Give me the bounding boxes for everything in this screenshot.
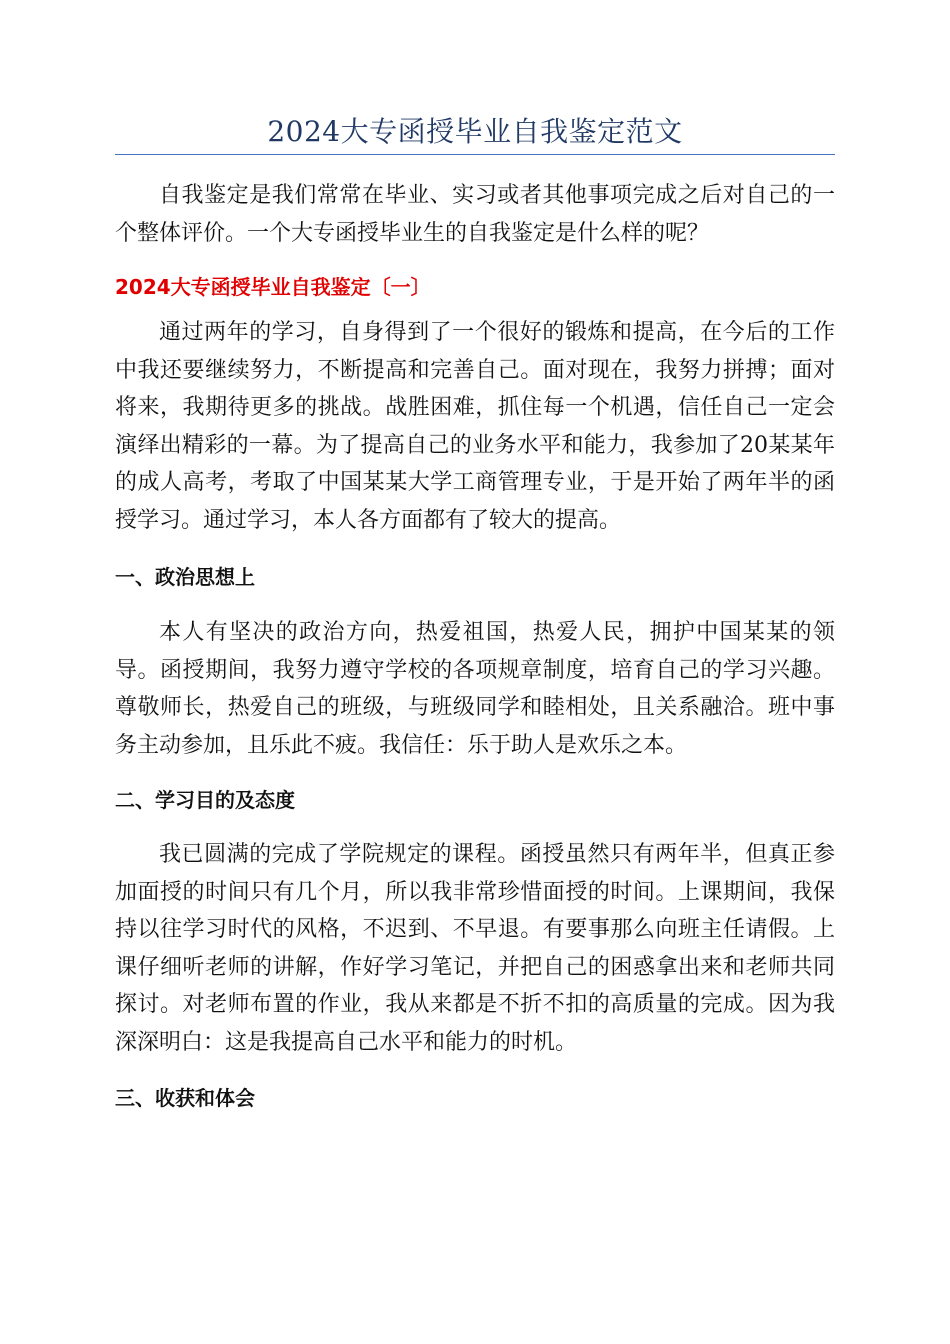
part2-heading: 二、学习目的及态度 bbox=[115, 788, 295, 812]
section-body-paragraph: 通过两年的学习，自身得到了一个很好的锻炼和提高，在今后的工作中我还要继续努力，不断提高和完善自己。面对现在，我努力拼搏；面对将来，我期待更多的挑战。战胜困难，抓住每一个机遇，信任自己一定会演绎出精彩的一幕。为了提高自己的业务水平和能力，我参加了20某某年的成人高考，考取了中国某某大学工商管理专业，于是开始了两年半的函授学习。通过学习，本人各方面都有了较大的提高。 bbox=[115, 320, 835, 533]
part2-body-paragraph: 我已圆满的完成了学院规定的课程。函授虽然只有两年半，但真正参加面授的时间只有几个月，所以我非常珍惜面授的时间。上课期间，我保持以往学习时代的风格，不迟到、不早退。有要事那么向班主任请假。上课仔细听老师的讲解，作好学习笔记，并把自己的困惑拿出来和老师共同探讨。对老师布置的作业，我从来都是不折不扣的高质量的完成。因为我深深明白：这是我提高自己水平和能力的时机。 bbox=[115, 842, 835, 1055]
part1-heading: 一、政治思想上 bbox=[115, 565, 255, 589]
intro-paragraph: 自我鉴定是我们常常在毕业、实习或者其他事项完成之后对自己的一个整体评价。一个大专函授毕业生的自我鉴定是什么样的呢？ bbox=[115, 183, 835, 246]
document-title: 2024大专函授毕业自我鉴定范文 bbox=[267, 115, 683, 148]
title-underline bbox=[115, 154, 835, 155]
part1-body-paragraph: 本人有坚决的政治方向，热爱祖国，热爱人民，拥护中国某某的领导。函授期间，我努力遵守学校的各项规章制度，培育自己的学习兴趣。尊敬师长，热爱自己的班级，与班级同学和睦相处，且关系融洽。班中事务主动参加，且乐此不疲。我信任：乐于助人是欢乐之本。 bbox=[115, 620, 835, 758]
part3-heading: 三、收获和体会 bbox=[115, 1086, 255, 1110]
section-heading: 2024大专函授毕业自我鉴定〔一〕 bbox=[115, 275, 431, 299]
